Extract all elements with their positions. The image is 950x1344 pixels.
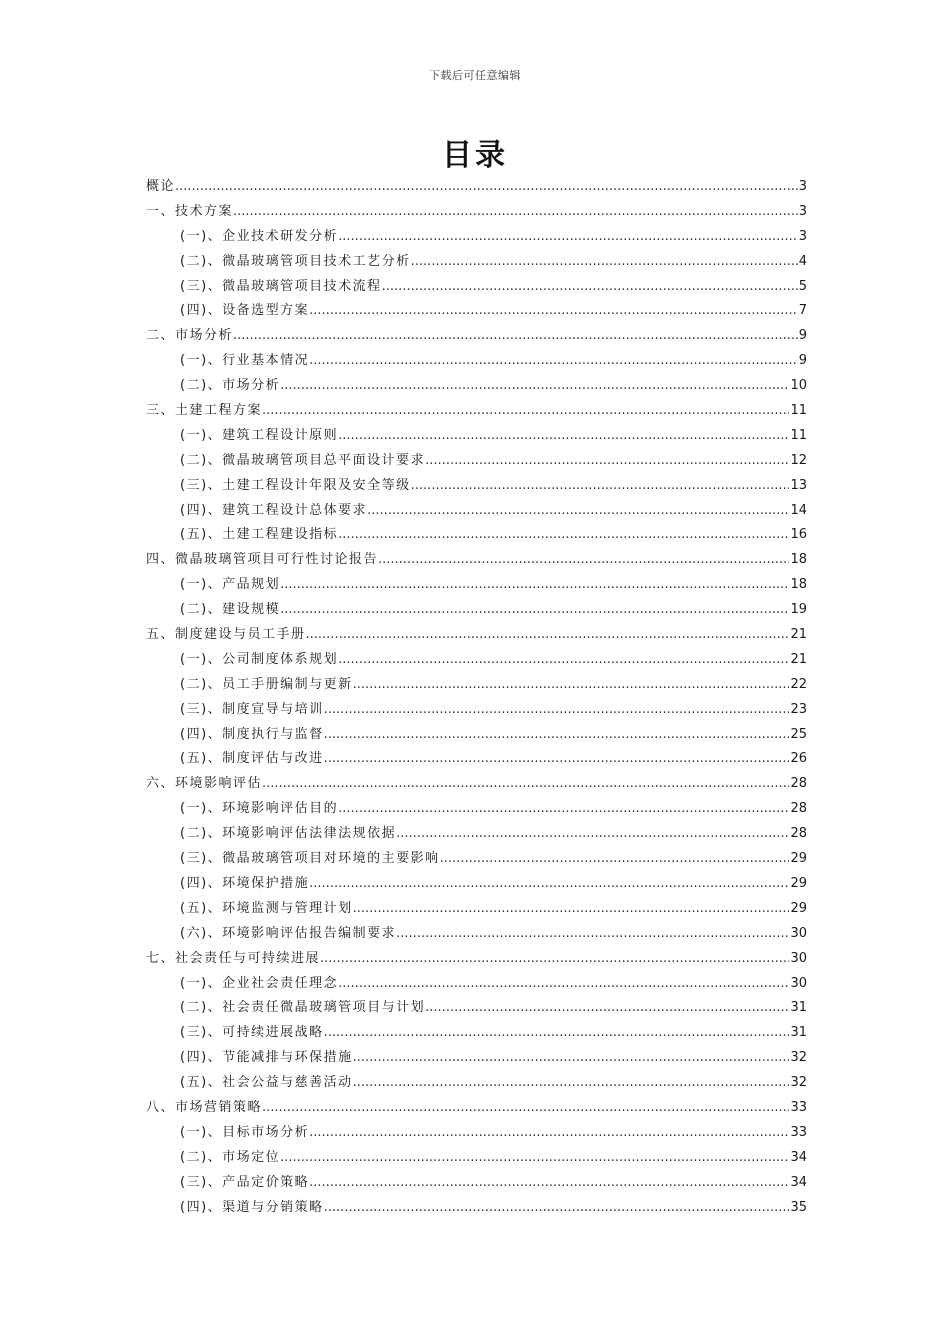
- toc-entry-label: (三)、制度宣导与培训: [180, 701, 324, 717]
- toc-entry-page: 5: [798, 278, 807, 294]
- toc-entry[interactable]: [146, 1196, 807, 1221]
- toc-leader-dots: [425, 449, 789, 474]
- toc-entry-label: 概论: [146, 179, 176, 194]
- toc-entry-page: 34: [790, 1149, 807, 1165]
- toc-entry-page: 16: [790, 527, 807, 543]
- toc-entry[interactable]: [146, 1021, 807, 1046]
- toc-leader-dots: [396, 922, 789, 947]
- toc-entry-label: (四)、节能减排与环保措施: [180, 1050, 353, 1066]
- toc-entry-page: 30: [790, 925, 807, 941]
- toc-entry-label: (二)、建设规模: [180, 602, 281, 618]
- toc-entry-page: 7: [798, 303, 807, 319]
- toc-entry-page: 3: [798, 203, 807, 219]
- toc-entry[interactable]: [146, 623, 807, 648]
- toc-entry[interactable]: [146, 275, 807, 300]
- toc-leader-dots: [382, 275, 798, 300]
- toc-leader-dots: [280, 573, 789, 598]
- toc-entry-page: 21: [790, 627, 807, 643]
- toc-entry-label: (二)、市场分析: [180, 378, 281, 394]
- toc-entry-label: 二、市场分析: [146, 328, 234, 344]
- toc-entry[interactable]: [146, 772, 807, 797]
- toc-entry-label: (一)、企业技术研发分析: [180, 228, 339, 244]
- toc-entry-page: 23: [790, 701, 807, 717]
- toc-entry[interactable]: [146, 175, 807, 200]
- toc-entry-page: 28: [790, 776, 807, 792]
- toc-entry-page: 11: [790, 427, 807, 443]
- toc-entry[interactable]: [146, 723, 807, 748]
- toc-entry-page: 14: [790, 502, 807, 518]
- toc-entry[interactable]: [146, 225, 807, 250]
- toc-entry[interactable]: [146, 797, 807, 822]
- toc-entry[interactable]: [146, 872, 807, 897]
- toc-entry-label: (三)、可持续进展战略: [180, 1025, 324, 1041]
- toc-entry-label: 三、土建工程方案: [146, 403, 263, 419]
- table-of-contents: [146, 175, 807, 1220]
- toc-entry-label: (一)、产品规划: [180, 577, 281, 593]
- toc-entry-label: 七、社会责任与可持续进展: [146, 950, 321, 966]
- toc-entry-page: 34: [790, 1174, 807, 1190]
- toc-entry-label: (五)、社会公益与慈善活动: [180, 1075, 353, 1091]
- toc-leader-dots: [309, 872, 789, 897]
- toc-entry-page: 29: [790, 900, 807, 916]
- toc-leader-dots: [338, 424, 789, 449]
- toc-entry-label: (一)、企业社会责任理念: [180, 975, 339, 991]
- toc-leader-dots: [309, 299, 798, 324]
- toc-entry-page: 9: [798, 328, 807, 344]
- toc-entry-label: (二)、环境影响评估法律法规依据: [180, 826, 397, 842]
- toc-leader-dots: [378, 548, 789, 573]
- toc-entry[interactable]: [146, 449, 807, 474]
- toc-leader-dots: [280, 1146, 789, 1171]
- toc-entry-page: 28: [790, 826, 807, 842]
- toc-entry-page: 30: [790, 950, 807, 966]
- toc-entry-label: (四)、环境保护措施: [180, 875, 310, 891]
- toc-entry[interactable]: [146, 747, 807, 772]
- toc-entry[interactable]: [146, 897, 807, 922]
- toc-entry[interactable]: [146, 374, 807, 399]
- toc-leader-dots: [353, 673, 790, 698]
- toc-leader-dots: [309, 1171, 789, 1196]
- toc-entry-label: (一)、公司制度体系规划: [180, 651, 339, 667]
- toc-entry[interactable]: [146, 349, 807, 374]
- toc-leader-dots: [338, 972, 789, 997]
- toc-entry-page: 32: [790, 1050, 807, 1066]
- toc-leader-dots: [440, 847, 790, 872]
- toc-entry[interactable]: [146, 1146, 807, 1171]
- toc-entry-label: (三)、土建工程设计年限及安全等级: [180, 477, 411, 493]
- toc-entry-page: 9: [798, 353, 807, 369]
- toc-entry-label: (一)、环境影响评估目的: [180, 801, 339, 817]
- toc-entry[interactable]: [146, 399, 807, 424]
- toc-entry[interactable]: [146, 523, 807, 548]
- toc-leader-dots: [353, 1071, 790, 1096]
- toc-entry-label: (二)、微晶玻璃管项目总平面设计要求: [180, 452, 426, 468]
- toc-leader-dots: [280, 374, 789, 399]
- header-note: 下载后可任意编辑: [429, 69, 521, 82]
- toc-entry[interactable]: [146, 1046, 807, 1071]
- toc-entry[interactable]: [146, 698, 807, 723]
- toc-leader-dots: [396, 822, 789, 847]
- toc-entry[interactable]: [146, 648, 807, 673]
- toc-entry-label: (六)、环境影响评估报告编制要求: [180, 925, 397, 941]
- toc-entry-label: (三)、微晶玻璃管项目对环境的主要影响: [180, 851, 440, 867]
- toc-leader-dots: [338, 797, 789, 822]
- toc-entry[interactable]: [146, 200, 807, 225]
- toc-entry[interactable]: [146, 424, 807, 449]
- toc-entry[interactable]: [146, 1121, 807, 1146]
- toc-entry-label: (一)、建筑工程设计原则: [180, 427, 339, 443]
- toc-entry-label: 八、市场营销策略: [146, 1099, 263, 1115]
- toc-entry-label: (一)、行业基本情况: [180, 353, 310, 369]
- toc-entry-label: (二)、微晶玻璃管项目技术工艺分析: [180, 253, 411, 269]
- toc-entry[interactable]: [146, 822, 807, 847]
- toc-leader-dots: [411, 250, 798, 275]
- toc-leader-dots: [338, 648, 789, 673]
- toc-entry-label: (四)、设备选型方案: [180, 303, 310, 319]
- toc-entry-label: (三)、微晶玻璃管项目技术流程: [180, 278, 382, 294]
- toc-entry-page: 3: [798, 179, 807, 194]
- toc-leader-dots: [324, 1021, 790, 1046]
- toc-entry-label: (二)、市场定位: [180, 1149, 281, 1165]
- toc-entry-page: 30: [790, 975, 807, 991]
- toc-entry-page: 33: [790, 1124, 807, 1140]
- toc-entry-page: 4: [798, 253, 807, 269]
- toc-leader-dots: [262, 772, 789, 797]
- toc-leader-dots: [309, 349, 798, 374]
- toc-entry-label: (四)、建筑工程设计总体要求: [180, 502, 368, 518]
- toc-entry[interactable]: [146, 1171, 807, 1196]
- toc-entry[interactable]: [146, 250, 807, 275]
- toc-entry-page: 31: [790, 1000, 807, 1016]
- toc-entry-label: (四)、制度执行与监督: [180, 726, 324, 742]
- toc-leader-dots: [233, 324, 798, 349]
- toc-leader-dots: [262, 1096, 789, 1121]
- toc-entry-page: 18: [790, 577, 807, 593]
- toc-entry[interactable]: [146, 324, 807, 349]
- toc-leader-dots: [280, 598, 789, 623]
- toc-entry-label: (一)、目标市场分析: [180, 1124, 310, 1140]
- toc-leader-dots: [262, 399, 789, 424]
- toc-entry-page: 18: [790, 552, 807, 568]
- toc-leader-dots: [175, 175, 798, 200]
- toc-leader-dots: [320, 947, 789, 972]
- toc-leader-dots: [367, 499, 789, 524]
- toc-entry-page: 13: [790, 477, 807, 493]
- toc-entry[interactable]: [146, 573, 807, 598]
- toc-entry-page: 3: [798, 228, 807, 244]
- toc-entry-label: (五)、环境监测与管理计划: [180, 900, 353, 916]
- toc-entry[interactable]: [146, 1096, 807, 1121]
- toc-entry-page: 35: [790, 1199, 807, 1215]
- toc-leader-dots: [353, 1046, 790, 1071]
- toc-leader-dots: [306, 623, 790, 648]
- toc-leader-dots: [338, 523, 789, 548]
- toc-entry-page: 33: [790, 1099, 807, 1115]
- toc-entry[interactable]: [146, 847, 807, 872]
- toc-entry-label: 一、技术方案: [146, 203, 234, 219]
- toc-leader-dots: [324, 747, 790, 772]
- toc-leader-dots: [324, 1196, 790, 1221]
- toc-entry[interactable]: [146, 996, 807, 1021]
- toc-entry-page: 26: [790, 751, 807, 767]
- toc-title: 目录: [442, 138, 508, 173]
- toc-entry-page: 25: [790, 726, 807, 742]
- toc-entry-page: 29: [790, 875, 807, 891]
- toc-entry[interactable]: [146, 1071, 807, 1096]
- toc-entry[interactable]: [146, 299, 807, 324]
- toc-leader-dots: [324, 698, 790, 723]
- toc-entry[interactable]: [146, 598, 807, 623]
- toc-entry[interactable]: [146, 673, 807, 698]
- toc-entry[interactable]: [146, 499, 807, 524]
- toc-leader-dots: [324, 723, 790, 748]
- toc-entry-page: 11: [790, 403, 807, 419]
- toc-entry-label: (二)、员工手册编制与更新: [180, 676, 353, 692]
- toc-leader-dots: [353, 897, 790, 922]
- toc-leader-dots: [233, 200, 798, 225]
- toc-entry-page: 31: [790, 1025, 807, 1041]
- toc-entry-label: (五)、土建工程建设指标: [180, 527, 339, 543]
- toc-entry-label: 五、制度建设与员工手册: [146, 627, 306, 643]
- toc-entry-label: 六、环境影响评估: [146, 776, 263, 792]
- toc-leader-dots: [425, 996, 789, 1021]
- toc-entry-label: (二)、社会责任微晶玻璃管项目与计划: [180, 1000, 426, 1016]
- toc-entry-page: 22: [790, 676, 807, 692]
- toc-entry-page: 10: [790, 378, 807, 394]
- toc-entry-label: (四)、渠道与分销策略: [180, 1199, 324, 1215]
- toc-entry[interactable]: [146, 548, 807, 573]
- toc-entry-label: (五)、制度评估与改进: [180, 751, 324, 767]
- toc-leader-dots: [309, 1121, 789, 1146]
- toc-entry-page: 32: [790, 1075, 807, 1091]
- toc-entry[interactable]: [146, 474, 807, 499]
- toc-entry-page: 28: [790, 801, 807, 817]
- toc-entry[interactable]: [146, 922, 807, 947]
- toc-entry-label: 四、微晶玻璃管项目可行性讨论报告: [146, 552, 379, 568]
- toc-leader-dots: [338, 225, 798, 250]
- toc-entry-page: 29: [790, 851, 807, 867]
- toc-entry-label: (三)、产品定价策略: [180, 1174, 310, 1190]
- toc-entry-page: 19: [790, 602, 807, 618]
- toc-entry-page: 21: [790, 651, 807, 667]
- toc-entry-page: 12: [790, 452, 807, 468]
- toc-leader-dots: [411, 474, 790, 499]
- toc-entry[interactable]: [146, 947, 807, 972]
- toc-entry[interactable]: [146, 972, 807, 997]
